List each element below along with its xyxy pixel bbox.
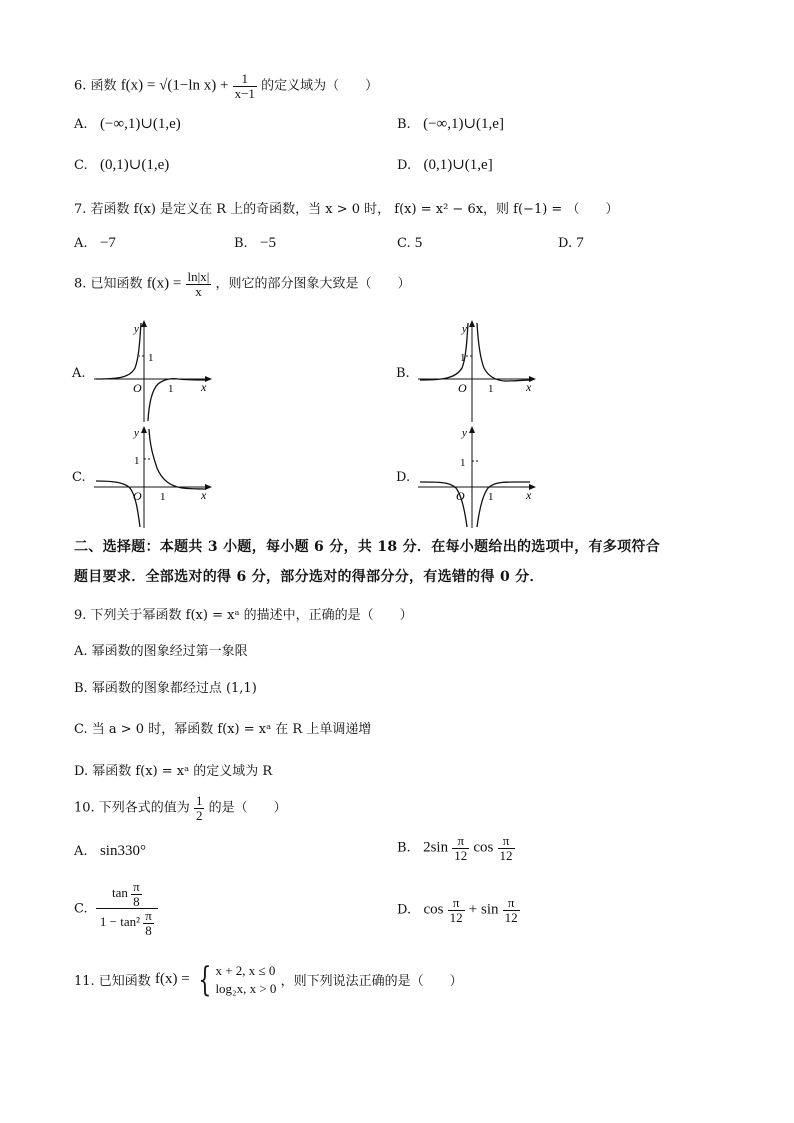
q10-option-a[interactable] [74,843,146,860]
q6-option-a[interactable] [74,114,181,133]
q10-option-c-bot-num: π [145,908,152,924]
q7-option-a-label: A. [74,236,88,251]
q11-case-2: log₂x, x > 0 [215,980,277,996]
q9-option-c-text: 当 a > 0 时，幂函数 f(x) = xᵃ 在 R 上单调递增 [91,722,372,737]
q6-option-b-text: (−∞,1)∪(1,e] [423,116,504,132]
x-label: x [526,380,532,394]
q8-graph-d-label[interactable]: D. [396,470,411,485]
q9-option-c-label: C. [74,722,88,737]
q11-stem-suffix: ，则下列说法正确的是（ ） [280,974,463,990]
q9-stem: 9. 下列关于幂函数 f(x) = xᵃ 的描述中，正确的是（ ） [74,608,413,623]
y-label: y [134,323,139,335]
section2-instructions-line2: 题目要求．全部选对的得 6 分，部分选对的得部分分，有选错的得 0 分． [74,569,544,585]
q8-graph-d[interactable] [416,424,541,530]
q9-option-a-text: 幂函数的图象经过第一象限 [91,644,248,659]
q10-option-d-frac1 [448,896,465,924]
q11-stem [74,959,463,1000]
q8-stem-prefix: 8. 已知函数 [74,276,143,292]
q10-option-c-label: C. [74,901,88,917]
q6-stem [74,72,378,100]
q8-graph-b[interactable] [416,318,541,424]
q8-graph-c[interactable] [92,424,217,530]
tick-y: 1 [460,352,466,364]
q6-option-d[interactable] [397,155,493,174]
q10-option-c-bot-den: 8 [145,922,152,938]
q10-option-a-label: A. [74,844,88,859]
q10-option-d-label: D. [397,902,412,918]
tick-y: 1 [460,457,466,469]
q10-option-c-bot-pre: 1 − tan² [99,914,141,930]
tick-x: 1 [488,491,494,503]
q10-stem-suffix: 的是（ ） [208,800,287,816]
q10-option-c-top-num: π [133,879,140,894]
q8-fraction [186,270,212,298]
q10-option-b-frac2 [498,834,515,862]
q8-stem-suffix: ，则它的部分图象大致是（ ） [215,276,411,292]
q7-option-d-text: 7 [576,235,584,251]
y-label: y [462,427,467,439]
x-label: x [201,488,207,502]
q10-option-c-frac [96,880,158,938]
q10-option-d-frac2 [503,896,520,924]
q10-option-d-pre: cos [423,901,444,918]
origin-label: O [133,489,142,503]
q9-option-b-text: 幂函数的图象都经过点 (1,1) [91,681,257,696]
q11-brace: { [198,959,212,1000]
q9-option-a[interactable] [74,640,248,659]
q10-option-c-top-frac [131,880,142,908]
tick-y: 1 [134,455,140,467]
q10-option-d-frac1-num: π [448,896,465,911]
q7-option-b-text: −5 [260,235,277,251]
q7-option-b-label: B. [234,236,248,251]
q10-option-a-text: sin330° [99,843,146,859]
q10-option-d-frac1-den: 12 [449,909,463,925]
q10-option-c[interactable] [74,880,158,938]
section2-instructions-line1: 二、选择题：本题共 3 小题，每小题 6 分，共 18 分．在每小题给出的选项中，有多项符合 [74,539,661,555]
q11-stem-prefix: 11. 已知函数 [74,974,151,990]
y-label: y [462,323,467,335]
q10-option-b-frac1-num: π [452,834,469,849]
q9-option-a-label: A. [74,644,88,659]
q9-option-b[interactable] [74,677,257,696]
q10-option-c-denominator [96,909,158,937]
tick-x: 1 [160,491,166,503]
q7-option-d[interactable] [558,235,584,252]
q10-option-b-label: B. [397,840,411,856]
q10-option-c-tan: tan [112,885,128,901]
q6-option-a-text: (−∞,1)∪(1,e) [99,116,181,132]
q10-option-b-frac2-den: 12 [499,847,513,863]
q8-graph-a-label[interactable]: A. [72,366,86,381]
q10-option-b-frac2-num: π [498,834,515,849]
q6-option-c-text: (0,1)∪(1,e) [100,157,170,173]
q7-option-c-text: 5 [414,235,423,251]
q10-half-num: 1 [195,793,203,808]
q8-function: f(x) = [146,275,182,292]
q10-stem [74,794,287,822]
q8-graph-b-label[interactable]: B. [396,366,410,381]
q10-option-d-frac2-den: 12 [504,909,518,925]
tick-x: 1 [168,383,174,395]
q10-option-b-frac1 [452,834,469,862]
q6-option-d-text: (0,1)∪(1,e] [423,157,493,173]
q10-half [194,794,205,822]
q8-frac-num: ln|x| [187,269,210,284]
q6-function: f(x) = √(1−ln x) + [120,77,229,94]
q6-option-d-label: D. [397,158,412,173]
q10-option-c-bot-frac [143,909,154,937]
origin-label: O [456,489,465,503]
tick-y: 1 [148,352,154,364]
x-label: x [201,380,207,394]
q6-frac-den: x−1 [234,85,255,101]
q7-option-c-label: C. [397,236,411,251]
q10-option-b-mid: cos [473,839,494,856]
q11-case-1: x + 2, x ≤ 0 [215,963,276,978]
q7-option-d-label: D. [558,236,573,251]
q6-option-b-label: B. [397,117,411,132]
q10-option-d-frac2-num: π [503,896,520,911]
q10-option-c-numerator [96,880,158,909]
q6-fraction [233,72,257,100]
x-label: x [526,488,532,502]
q11-function: f(x) = [154,971,190,988]
q6-option-b[interactable] [397,114,504,133]
q6-stem-prefix: 6. 函数 [74,78,117,94]
q10-option-c-top-den: 8 [133,893,140,909]
q7-option-b[interactable] [234,235,276,252]
q6-option-c[interactable] [74,155,169,174]
q9-option-c[interactable] [74,718,371,737]
y-label: y [134,427,139,439]
q6-option-a-label: A. [74,117,88,132]
q7-stem: 7. 若函数 f(x) 是定义在 R 上的奇函数，当 x > 0 时， f(x) = x² − 6x，则 f(−1) = （ ） [74,202,619,217]
q9-option-b-label: B. [74,681,88,696]
q11-cases [215,962,276,997]
q6-option-c-label: C. [74,158,88,173]
q10-option-b-pre: 2sin [423,839,449,856]
q8-graph-c-label[interactable]: C. [72,470,86,485]
q10-option-d-mid: + sin [468,901,499,918]
q7-option-a[interactable] [74,235,116,252]
q10-option-b-frac1-den: 12 [454,847,468,863]
q7-option-c[interactable] [397,235,422,252]
q10-stem-prefix: 10. 下列各式的值为 [74,800,190,816]
q6-frac-num: 1 [233,72,257,87]
q10-half-den: 2 [195,807,203,823]
origin-label: O [458,381,467,395]
q9-option-d-label: D. [74,764,89,779]
origin-label: O [133,381,142,395]
q10-option-d[interactable] [397,896,520,924]
q8-graph-a[interactable] [92,318,217,424]
q8-frac-den: x [195,283,202,299]
q7-option-a-text: −7 [99,235,116,251]
q9-option-d-text: 幂函数 f(x) = xᵃ 的定义域为 R [92,764,273,779]
q10-option-b[interactable] [397,834,515,862]
q8-stem [74,270,411,298]
q9-option-d[interactable] [74,760,272,779]
tick-x: 1 [488,383,494,395]
q6-stem-suffix: 的定义域为（ ） [261,78,379,94]
